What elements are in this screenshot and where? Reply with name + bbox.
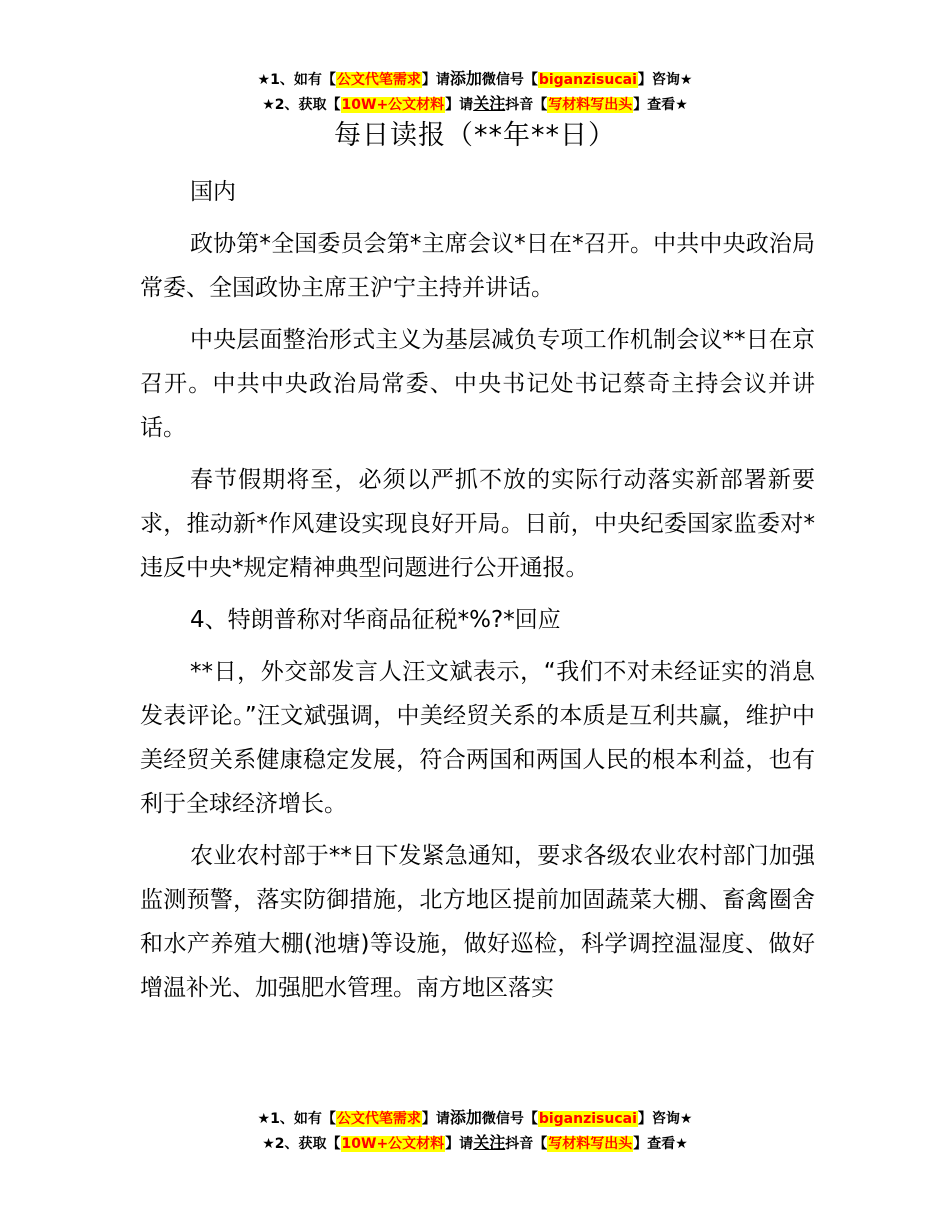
paragraph: 中央层面整治形式主义为基层减负专项工作机制会议**日在京召开。中共中央政治局常委、中央书记处书记蔡奇主持会议并讲话。	[140, 327, 815, 441]
item-heading: 4、特朗普称对华商品征税*%?*回应	[190, 607, 561, 633]
highlight-service: 公文代笔需求	[336, 1111, 421, 1127]
banner-emphasis-underlined: 关注	[473, 1133, 506, 1152]
footer-banner	[0, 1106, 950, 1156]
banner-text: 】请	[421, 72, 450, 88]
banner-text: 】咨询★	[637, 72, 693, 88]
highlight-wechat-id: biganzisucai	[538, 1111, 637, 1127]
page-title: 每日读报（**年**日）	[334, 120, 616, 151]
section-heading-domestic: 国内	[190, 179, 236, 205]
banner-emphasis: 添加	[449, 69, 482, 88]
header-banner	[0, 67, 950, 117]
paragraph: 春节假期将至，必须以严抓不放的实际行动落实新部署新要求，推动新*作风建设实现良好开局。日前，中央纪委国家监委对*违反中央*规定精神典型问题进行公开通报。	[140, 467, 815, 581]
document-body	[140, 170, 815, 1018]
highlight-wechat-id: biganzisucai	[538, 72, 637, 88]
banner-text: 抖音【	[505, 1136, 548, 1152]
highlight-service: 公文代笔需求	[336, 72, 421, 88]
banner-text: ★2、获取【	[262, 1136, 341, 1152]
banner-text: 】请	[445, 1136, 474, 1152]
banner-text: 】咨询★	[637, 1111, 693, 1127]
paragraph: **日，外交部发言人汪文斌表示，“我们不对未经证实的消息发表评论。”汪文斌强调，中美经贸关系的本质是互利共赢，维护中美经贸关系健康稳定发展，符合两国和两国人民的根本利益，也有利于全球经济增长。	[140, 659, 815, 817]
highlight-douyin-name: 写材料写出头	[548, 1136, 633, 1152]
banner-emphasis: 添加	[449, 1108, 482, 1127]
banner-text: 】查看★	[633, 97, 688, 113]
banner-line-1	[0, 67, 950, 92]
highlight-materials: 10W+公文材料	[341, 1136, 445, 1152]
banner-text: 】请	[445, 97, 474, 113]
banner-text: ★1、如有【	[257, 72, 336, 88]
banner-line-2	[0, 92, 950, 117]
banner-text: 微信号【	[481, 1111, 538, 1127]
highlight-materials: 10W+公文材料	[341, 97, 445, 113]
paragraph: 政协第*全国委员会第*主席会议*日在*召开。中共中央政治局常委、全国政协主席王沪宁主持并讲话。	[140, 231, 815, 301]
banner-emphasis-underlined: 关注	[473, 94, 506, 113]
banner-text: 微信号【	[481, 72, 538, 88]
banner-text: ★2、获取【	[262, 97, 341, 113]
banner-line-2	[0, 1131, 950, 1156]
paragraph: 农业农村部于**日下发紧急通知，要求各级农业农村部门加强监测预警，落实防御措施，北方地区提前加固蔬菜大棚、畜禽圈舍和水产养殖大棚(池塘)等设施，做好巡检，科学调控温湿度、做好增温补光、加强肥水管理。南方地区落实	[140, 843, 815, 1001]
banner-text: ★1、如有【	[257, 1111, 336, 1127]
highlight-douyin-name: 写材料写出头	[548, 97, 633, 113]
banner-line-1	[0, 1106, 950, 1131]
banner-text: 抖音【	[505, 97, 548, 113]
banner-text: 】查看★	[633, 1136, 688, 1152]
banner-text: 】请	[421, 1111, 450, 1127]
